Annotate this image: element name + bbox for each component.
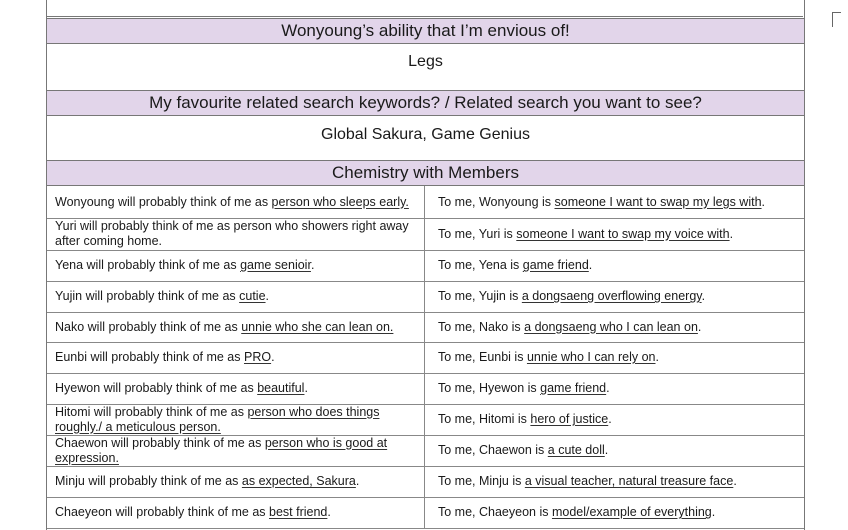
right-answer: game friend <box>522 258 589 272</box>
left-prefix: Hyewon will probably think of me as <box>55 381 258 395</box>
right-text <box>438 289 705 304</box>
left-answer: cutie <box>239 289 266 303</box>
left-answer: beautiful <box>257 381 305 395</box>
right-text <box>438 350 659 365</box>
left-end: . <box>265 289 270 303</box>
left-cell <box>47 404 425 435</box>
corner-mark <box>832 12 841 27</box>
table-row <box>47 466 804 498</box>
right-prefix: To me, Hitomi is <box>438 412 531 426</box>
table-row <box>47 186 804 219</box>
table-row <box>47 342 804 374</box>
left-prefix: Nako will probably think of me as <box>55 319 242 334</box>
right-answer: a visual teacher, natural treasure face <box>524 474 734 488</box>
right-answer: model/example of everything <box>551 505 712 519</box>
right-end: . <box>711 505 716 519</box>
right-answer: someone I want to swap my voice with <box>516 226 730 241</box>
right-text <box>438 320 701 335</box>
right-end: . <box>604 443 609 457</box>
right-end: . <box>697 319 702 334</box>
right-answer: unnie who I can rely on <box>526 350 656 364</box>
right-cell <box>426 281 804 312</box>
left-cell <box>47 312 425 342</box>
left-end: . <box>310 258 315 272</box>
left-prefix: Wonyoung will probably think of me as <box>55 194 272 209</box>
left-answer: person who sleeps early. <box>271 194 409 209</box>
right-text <box>438 443 608 458</box>
right-text <box>438 227 733 242</box>
left-text <box>55 320 393 335</box>
left-prefix: Yena will probably think of me as <box>55 258 241 272</box>
left-cell <box>47 497 425 528</box>
ability-value: Legs <box>408 53 443 70</box>
right-text <box>438 412 612 427</box>
left-cell <box>47 218 425 250</box>
right-prefix: To me, Yujin is <box>438 289 522 303</box>
right-prefix: To me, Chaewon is <box>438 443 548 457</box>
right-end: . <box>701 289 706 303</box>
right-text <box>438 474 737 489</box>
left-text <box>55 505 331 520</box>
right-prefix: To me, Nako is <box>438 319 525 334</box>
ability-header: Wonyoung’s ability that I’m envious of! <box>47 18 804 44</box>
left-prefix: Chaeyeon will probably think of me as <box>55 505 270 519</box>
keywords-header: My favourite related search keywords? / Related search you want to see? <box>47 90 804 116</box>
left-text <box>55 350 275 365</box>
left-prefix: Chaewon will probably think of me as <box>55 435 265 450</box>
left-answer: PRO <box>243 350 272 364</box>
right-end: . <box>729 226 734 241</box>
right-cell <box>426 435 804 466</box>
right-prefix: To me, Eunbi is <box>438 350 527 364</box>
table-row <box>47 281 804 313</box>
right-cell <box>426 186 804 218</box>
left-end: . <box>355 474 360 488</box>
left-text <box>55 258 314 273</box>
right-cell <box>426 497 804 528</box>
right-answer: game friend <box>540 381 607 395</box>
right-prefix: To me, Minju is <box>438 474 525 488</box>
left-cell <box>47 186 425 218</box>
left-text <box>55 289 269 304</box>
left-text <box>55 436 424 466</box>
right-answer: a dongsaeng who I can lean on <box>524 319 698 334</box>
left-prefix: Yuri will probably think of me as person who showers right away after coming home. <box>55 219 409 248</box>
left-cell <box>47 435 425 466</box>
right-cell <box>426 404 804 435</box>
left-prefix: Yujin will probably think of me as <box>55 289 240 303</box>
chemistry-header: Chemistry with Members <box>47 160 804 186</box>
right-text <box>438 258 592 273</box>
right-text <box>438 505 715 520</box>
left-text <box>55 381 308 396</box>
right-end: . <box>733 474 737 488</box>
right-prefix: To me, Chaeyeon is <box>438 505 552 519</box>
left-answer: unnie who she can lean on. <box>241 319 394 334</box>
right-answer: a dongsaeng overflowing energy <box>521 289 702 303</box>
left-text <box>55 474 359 489</box>
right-prefix: To me, Yuri is <box>438 226 517 241</box>
left-cell <box>47 373 425 404</box>
right-text <box>438 195 765 210</box>
right-end: . <box>588 258 593 272</box>
left-answer: person who does things roughly./ a meticulous person. <box>55 404 380 434</box>
table-row <box>47 218 804 251</box>
left-prefix: Hitomi will probably think of me as <box>55 404 248 419</box>
left-answer: as expected, Sakura <box>241 474 356 488</box>
right-answer: someone I want to swap my legs with <box>554 194 762 209</box>
left-text <box>55 405 424 435</box>
right-answer: hero of justice <box>530 412 609 426</box>
right-cell <box>426 250 804 281</box>
right-prefix: To me, Wonyoung is <box>438 194 555 209</box>
left-cell <box>47 281 425 312</box>
left-text <box>55 195 409 210</box>
table-row <box>47 250 804 282</box>
left-answer: person who is good at expression. <box>55 435 388 465</box>
left-cell <box>47 466 425 497</box>
left-end: . <box>271 350 275 364</box>
left-end: . <box>327 505 331 519</box>
left-prefix: Minju will probably think of me as <box>55 474 242 488</box>
table-row <box>47 404 804 436</box>
table-row <box>47 497 804 529</box>
left-answer: best friend <box>269 505 328 519</box>
left-end: . <box>304 381 308 395</box>
right-cell <box>426 373 804 404</box>
keywords-value: Global Sakura, Game Genius <box>321 126 530 143</box>
right-prefix: To me, Hyewon is <box>438 381 541 395</box>
table-row <box>47 435 804 467</box>
right-cell <box>426 218 804 250</box>
right-prefix: To me, Yena is <box>438 258 523 272</box>
profile-sheet <box>46 0 805 530</box>
right-answer: a cute doll <box>547 443 605 457</box>
left-cell <box>47 250 425 281</box>
right-cell <box>426 466 804 497</box>
right-cell <box>426 342 804 373</box>
right-cell <box>426 312 804 342</box>
right-end: . <box>761 194 766 209</box>
right-text <box>438 381 610 396</box>
left-text <box>55 219 424 249</box>
left-cell <box>47 342 425 373</box>
table-row <box>47 373 804 405</box>
right-end: . <box>608 412 612 426</box>
right-end: . <box>655 350 659 364</box>
right-end: . <box>606 381 610 395</box>
left-prefix: Eunbi will probably think of me as <box>55 350 244 364</box>
table-row <box>47 312 804 343</box>
left-answer: game senioir <box>240 258 311 272</box>
